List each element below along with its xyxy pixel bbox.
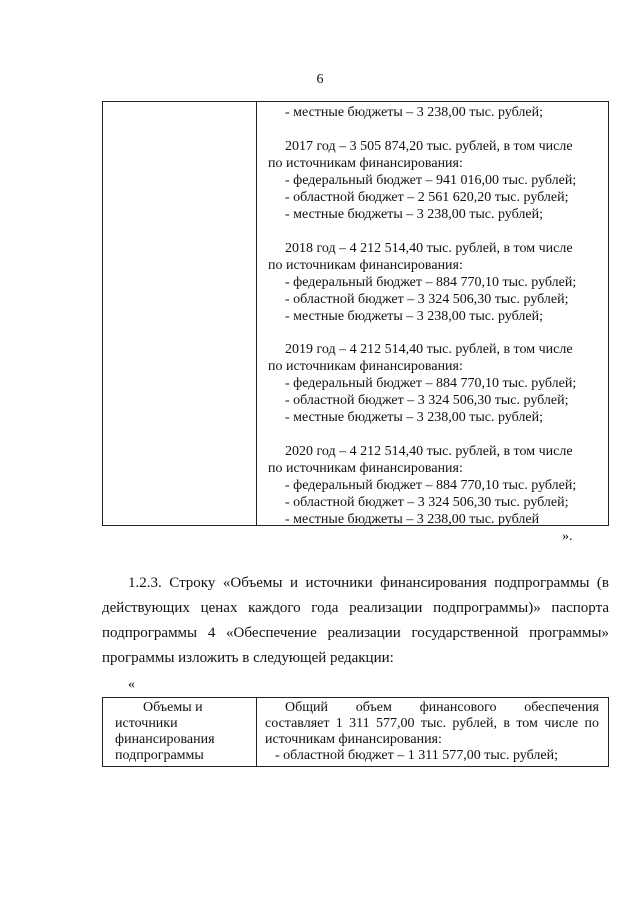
table-line: - областной бюджет – 3 324 506,30 тыс. рублей; [285, 393, 569, 408]
paragraph-line: действующих ценах каждого года реализации подпрограммы)» паспорта [102, 600, 609, 616]
table-left-cell-line: Объемы и [143, 700, 203, 715]
table-column-divider [256, 698, 257, 766]
table-left-cell-line: финансирования [115, 732, 215, 747]
table-left-cell-line: источники [115, 716, 178, 731]
table-line: - областной бюджет – 3 324 506,30 тыс. рублей; [285, 292, 569, 307]
table-line: 2017 год – 3 505 874,20 тыс. рублей, в том числе [285, 139, 573, 154]
table-line: - местные бюджеты – 3 238,00 тыс. рублей; [285, 410, 543, 425]
page-number: 6 [316, 72, 324, 87]
table-line: - местные бюджеты – 3 238,00 тыс. рублей [285, 512, 540, 527]
paragraph-line: подпрограммы 4 «Обеспечение реализации государственной программы» [102, 625, 609, 641]
funding-table-continuation [102, 101, 609, 526]
table-line: 2020 год – 4 212 514,40 тыс. рублей, в том числе [285, 444, 573, 459]
table-line: - федеральный бюджет – 941 016,00 тыс. рублей; [285, 173, 577, 188]
funding-table-subprogram-4 [102, 697, 609, 767]
opening-quote: « [128, 677, 135, 692]
table-column-divider [256, 102, 257, 525]
table-line: 2018 год – 4 212 514,40 тыс. рублей, в том числе [285, 241, 573, 256]
table-line: по источникам финансирования: [268, 156, 463, 171]
table-line: по источникам финансирования: [268, 359, 463, 374]
table-line: по источникам финансирования: [268, 258, 463, 273]
table-line: - областной бюджет – 3 324 506,30 тыс. рублей; [285, 495, 569, 510]
table-line: - федеральный бюджет – 884 770,10 тыс. рублей; [285, 478, 577, 493]
table-left-cell-line: подпрограммы [115, 748, 204, 763]
table-line: - местные бюджеты – 3 238,00 тыс. рублей; [285, 105, 543, 120]
table-line: - местные бюджеты – 3 238,00 тыс. рублей; [285, 207, 543, 222]
table-right-cell-line: - областной бюджет – 1 311 577,00 тыс. рублей; [275, 748, 558, 763]
table-line: - местные бюджеты – 3 238,00 тыс. рублей; [285, 309, 543, 324]
paragraph-line: 1.2.3. Строку «Объемы и источники финансирования подпрограммы (в [128, 575, 609, 591]
table-line: - федеральный бюджет – 884 770,10 тыс. рублей; [285, 275, 577, 290]
paragraph-line: программы изложить в следующей редакции: [102, 650, 394, 666]
table-right-cell-line: источникам финансирования: [265, 732, 442, 747]
table-line: - федеральный бюджет – 884 770,10 тыс. рублей; [285, 376, 577, 391]
closing-quote: ». [562, 529, 573, 544]
table-right-cell-line: составляет 1 311 577,00 тыс. рублей, в том числе по [265, 716, 599, 731]
table-line: - областной бюджет – 2 561 620,20 тыс. рублей; [285, 190, 569, 205]
table-line: 2019 год – 4 212 514,40 тыс. рублей, в том числе [285, 342, 573, 357]
table-right-cell-line: Общий объем финансового обеспечения [285, 700, 599, 715]
table-line: по источникам финансирования: [268, 461, 463, 476]
